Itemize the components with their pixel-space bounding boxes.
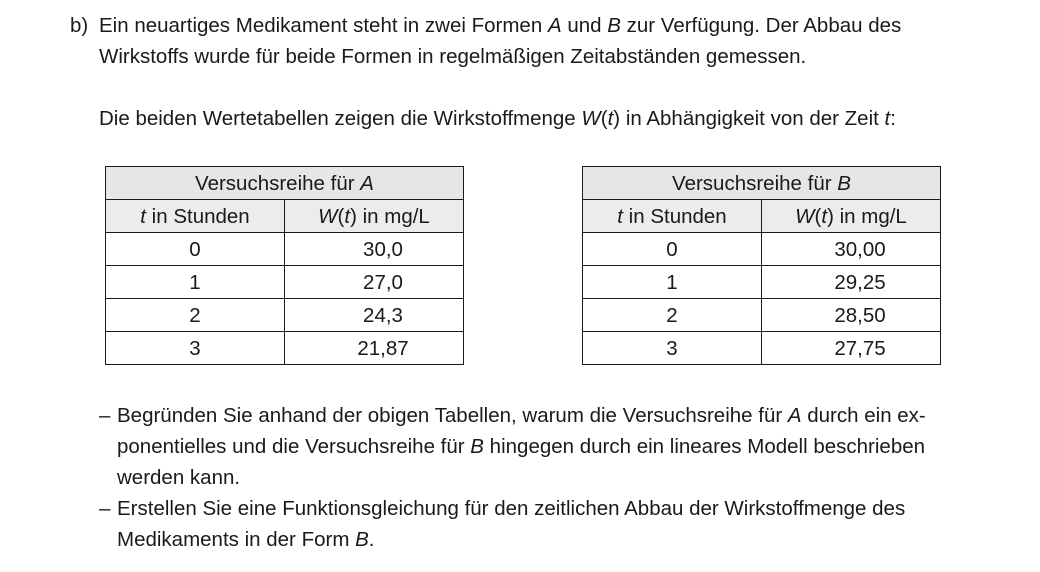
header-text: in Stunden xyxy=(145,204,250,228)
form-b-label: B xyxy=(607,14,621,37)
table-row xyxy=(583,332,941,365)
cell-amount: 30,0 xyxy=(285,233,464,266)
table-title xyxy=(106,167,464,200)
variable-symbol: t xyxy=(617,204,623,228)
function-symbol: W xyxy=(581,107,601,130)
intro-text: und xyxy=(561,14,608,37)
question-text: Medikaments in der Form xyxy=(117,528,356,551)
variable-symbol: t xyxy=(607,107,614,130)
column-header-time xyxy=(106,200,285,233)
function-symbol: W xyxy=(318,204,338,228)
cell-time: 3 xyxy=(106,332,285,365)
cell-time: 0 xyxy=(583,233,762,266)
variable-symbol: t xyxy=(140,204,146,228)
lead-line xyxy=(99,103,999,134)
form-a-label: A xyxy=(547,14,562,37)
question-item xyxy=(99,493,999,555)
dash-bullet: – xyxy=(99,404,111,427)
cell-amount: 29,25 xyxy=(762,266,941,299)
cell-amount: 30,00 xyxy=(762,233,941,266)
question-line xyxy=(117,400,999,431)
table-title-text: Versuchsreihe für xyxy=(195,171,361,195)
paren: ( xyxy=(814,204,822,228)
intro-text: zur Verfügung. Der Abbau des xyxy=(620,14,902,37)
value-table-b xyxy=(582,166,941,365)
form-b-label: B xyxy=(837,171,851,195)
paren: ) xyxy=(613,107,621,130)
paren: ( xyxy=(600,107,608,130)
cell-amount: 27,0 xyxy=(285,266,464,299)
table-row xyxy=(106,233,464,266)
column-header-amount xyxy=(285,200,464,233)
question-line: werden kann. xyxy=(117,466,241,489)
table-row xyxy=(583,299,941,332)
cell-amount: 28,50 xyxy=(762,299,941,332)
question-text: hingegen durch ein lineares Modell beschrieben xyxy=(483,435,926,458)
table-row xyxy=(106,299,464,332)
variable-symbol: t xyxy=(821,204,828,228)
question-text: ponentielles und die Versuchsreihe für xyxy=(117,435,471,458)
cell-time: 1 xyxy=(583,266,762,299)
intro-line-1 xyxy=(99,10,999,41)
lead-text: in Abhängigkeit von der Zeit xyxy=(620,107,885,130)
table-row xyxy=(583,266,941,299)
lead-colon: : xyxy=(890,107,896,130)
table-header-row xyxy=(583,200,941,233)
cell-time: 1 xyxy=(106,266,285,299)
task-intro xyxy=(99,10,999,72)
table-header-row xyxy=(106,200,464,233)
lead-text: Die beiden Wertetabellen zeigen die Wirkstoffmenge xyxy=(99,107,582,130)
table-title-row xyxy=(583,167,941,200)
value-table-a xyxy=(105,166,464,365)
cell-time: 3 xyxy=(583,332,762,365)
form-a-label: A xyxy=(787,404,802,427)
table-row xyxy=(106,266,464,299)
dash-bullet: – xyxy=(99,497,111,520)
cell-amount: 21,87 xyxy=(285,332,464,365)
column-header-time xyxy=(583,200,762,233)
intro-line-2: Wirkstoffs wurde für beide Formen in regelmäßigen Zeitabständen gemessen. xyxy=(99,45,807,68)
form-b-label: B xyxy=(470,435,484,458)
question-item xyxy=(99,400,999,493)
table-title xyxy=(583,167,941,200)
column-header-amount xyxy=(762,200,941,233)
form-b-label: B xyxy=(355,528,369,551)
question-text: durch ein ex- xyxy=(801,404,926,427)
question-list xyxy=(99,400,999,555)
header-text: in Stunden xyxy=(622,204,727,228)
intro-text: Ein neuartiges Medikament steht in zwei Formen xyxy=(99,14,548,37)
table-title-text: Versuchsreihe für xyxy=(672,171,838,195)
table-row xyxy=(583,233,941,266)
question-line xyxy=(117,524,999,555)
cell-time: 2 xyxy=(106,299,285,332)
form-a-label: A xyxy=(360,171,374,195)
question-line: Erstellen Sie eine Funktionsgleichung für den zeitlichen Abbau der Wirkstoffmenge des xyxy=(117,497,906,520)
header-text: ) in mg/L xyxy=(827,204,907,228)
cell-time: 2 xyxy=(583,299,762,332)
variable-symbol: t xyxy=(344,204,351,228)
question-text: . xyxy=(368,528,375,551)
header-text: ) in mg/L xyxy=(350,204,430,228)
table-title-row xyxy=(106,167,464,200)
table-lead-text xyxy=(99,103,999,134)
task-marker: b) xyxy=(70,14,89,37)
cell-amount: 24,3 xyxy=(285,299,464,332)
cell-amount: 27,75 xyxy=(762,332,941,365)
table-row xyxy=(106,332,464,365)
function-symbol: W xyxy=(795,204,815,228)
cell-time: 0 xyxy=(106,233,285,266)
question-line xyxy=(117,431,999,462)
question-text: Begründen Sie anhand der obigen Tabellen, warum die Versuchsreihe für xyxy=(117,404,788,427)
variable-symbol: t xyxy=(884,107,891,130)
paren: ( xyxy=(337,204,345,228)
